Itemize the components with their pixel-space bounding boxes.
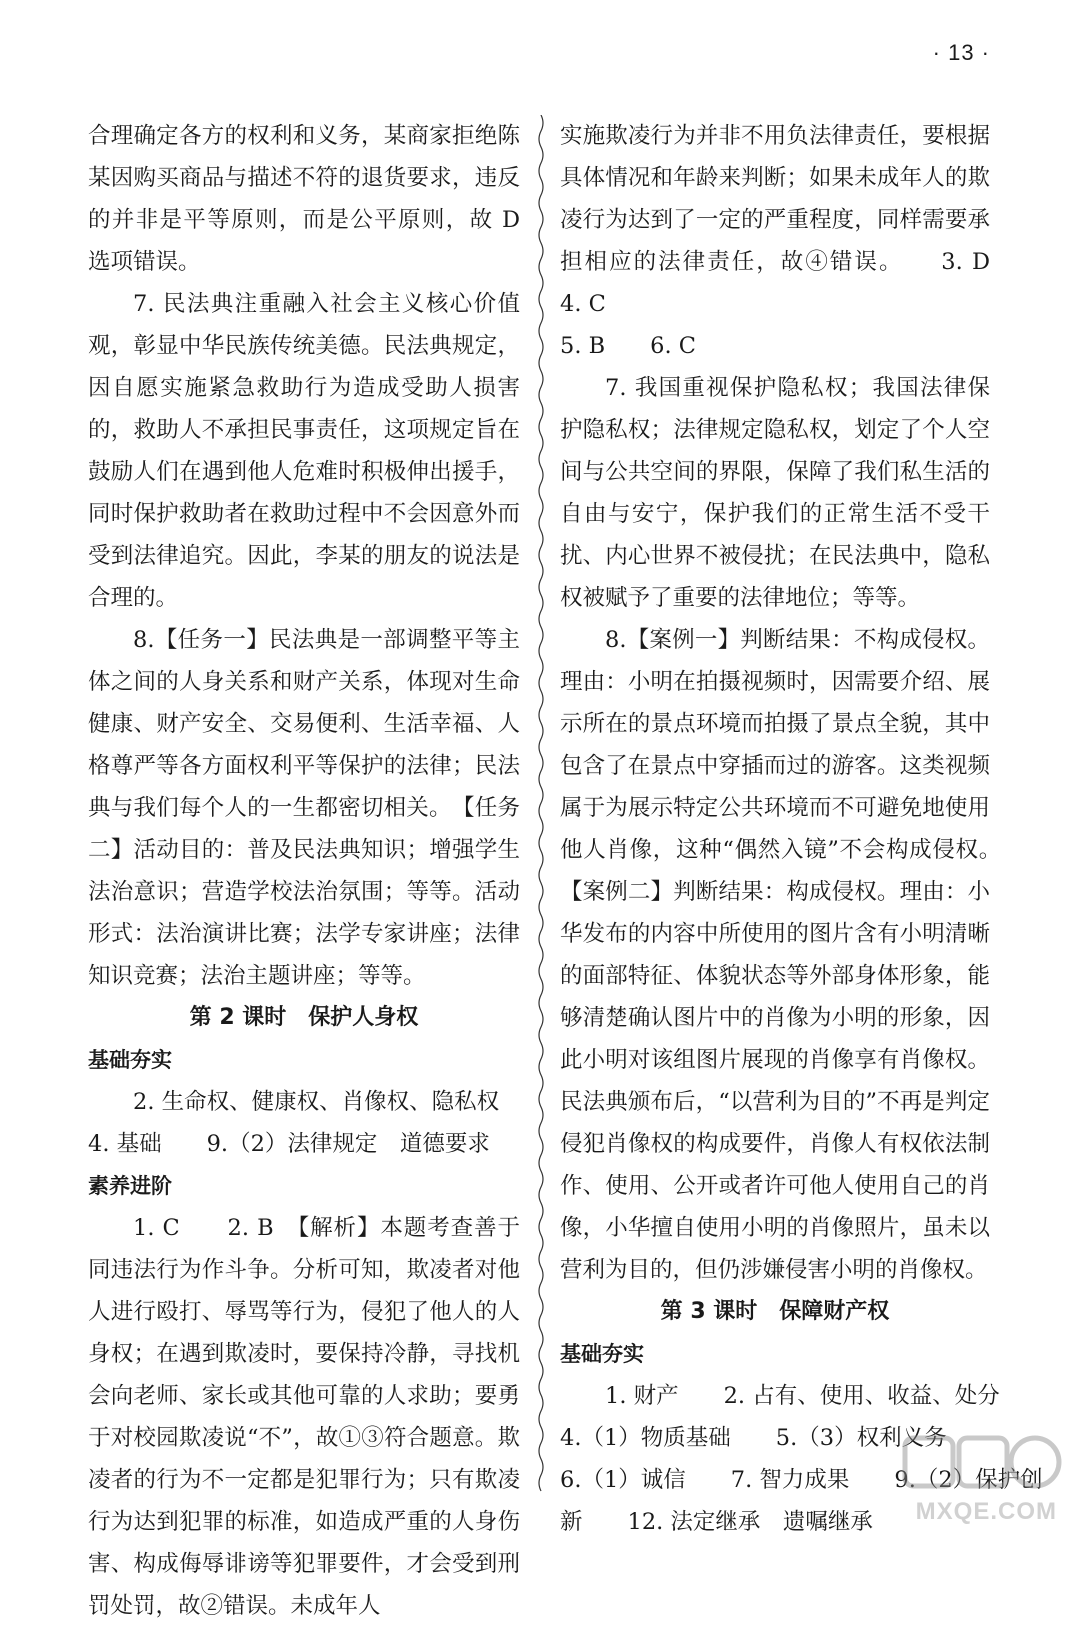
column-divider xyxy=(536,115,546,1495)
watermark-logo-icon xyxy=(885,1430,1065,1500)
paragraph: 1. C 2. B 【解析】本题考查善于同违法行为作斗争。分析可知，欺凌者对他人进行殴打、辱骂等行为，侵犯了他人的人身权；在遇到欺凌时，要保持冷静，寻找机会向老师、家长或其他可靠的人求助；要勇于对校园欺凌说“不”，故①③符合题意。欺凌者的行为不一定都是犯罪行为；只有欺凌行为达到犯罪的标准，如造成严重的人身伤害、构成侮辱诽谤等犯罪要件，才会受到刑罚处罚，故②错误。未成年人 xyxy=(88,1215,520,1619)
subsection-title: 基础夯实 xyxy=(88,1048,172,1072)
answer-line: 5. B 6. C xyxy=(560,333,696,359)
watermark xyxy=(885,1430,1065,1530)
answer-line: 4. 基础 9.（2）法律规定 道德要求 xyxy=(88,1131,490,1157)
right-column xyxy=(560,115,1043,1543)
answer-line: 4.（1）物质基础 5.（3）权利义务 xyxy=(560,1425,947,1451)
answer-line: 6.（1）诚信 7. 智力成果 9.（2）保护创 xyxy=(560,1467,1043,1493)
paragraph: 7. 我国重视保护隐私权；我国法律保护隐私权；法律规定隐私权，划定了个人空间与公共空间的界限，保障了我们私生活的自由与安宁，保护我们的正常生活不受干扰、内心世界不被侵扰；在民法典中，隐私权被赋予了重要的法律地位；等等。 xyxy=(560,375,990,611)
section-heading: 第 3 课时 保障财产权 xyxy=(660,1299,890,1324)
left-column xyxy=(88,115,520,1627)
section-heading: 第 2 课时 保护人身权 xyxy=(189,1005,419,1030)
answer-line: 2. 生命权、健康权、肖像权、隐私权 xyxy=(133,1089,500,1115)
paragraph: 8.【任务一】民法典是一部调整平等主体之间的人身关系和财产关系，体现对生命健康、财产安全、交易便利、生活幸福、人格尊严等各方面权利平等保护的法律；民法典与我们每个人的一生都密切相关。 【任务二】活动目的：普及民法典知识；增强学生法治意识；营造学校法治氛围；等等。活动形式：法治演讲比赛；法学专家讲座；法律知识竞赛；法治主题讲座；等等。 xyxy=(88,627,520,989)
paragraph: 8.【案例一】判断结果：不构成侵权。理由：小明在拍摄视频时，因需要介绍、展示所在的景点环境而拍摄了景点全貌，其中包含了在景点中穿插而过的游客。这类视频属于为展示特定公共环境而不可避免地使用他人肖像，这种“偶然入镜”不会构成侵权。 【案例二】判断结果：构成侵权。理由：小华发布的内容中所使用的图片含有小明清晰的面部特征、体貌状态等外部身体形象，能够清楚确认图片中的肖像为小明的形象，因此小明对该组图片展现的肖像享有肖像权。民法典颁布后，“以营利为目的”不再是判定侵犯肖像权的构成要件，肖像人有权依法制作、使用、公开或者许可他人使用自己的肖像，小华擅自使用小明的肖像照片，虽未以营利为目的，但仍涉嫌侵害小明的肖像权。 xyxy=(560,627,1013,1283)
answer-line: 1. 财产 2. 占有、使用、收益、处分 xyxy=(605,1383,1000,1409)
page-number: · 13 · xyxy=(932,40,990,65)
paragraph: 7. 民法典注重融入社会主义核心价值观，彰显中华民族传统美德。民法典规定，因自愿实施紧急救助行为造成受助人损害的，救助人不承担民事责任，这项规定旨在鼓励人们在遇到他人危难时积极伸出援手，同时保护救助者在救助过程中不会因意外而受到法律追究。因此，李某的朋友的说法是合理的。 xyxy=(88,291,520,611)
subsection-title: 素养进阶 xyxy=(88,1174,172,1198)
paragraph: 实施欺凌行为并非不用负法律责任，要根据具体情况和年龄来判断；如果未成年人的欺凌行为达到了一定的严重程度，同样需要承担相应的法律责任，故④错误。 3. D 4. C xyxy=(560,123,1036,317)
subsection-title: 基础夯实 xyxy=(560,1342,644,1366)
watermark-text: MXQE.COM xyxy=(915,1498,1057,1525)
paragraph: 合理确定各方的权利和义务，某商家拒绝陈某因购买商品与描述不符的退货要求，违反的并非是平等原则，而是公平原则，故 D 选项错误。 xyxy=(88,123,520,275)
answer-line: 新 12. 法定继承 遗嘱继承 xyxy=(560,1509,873,1535)
